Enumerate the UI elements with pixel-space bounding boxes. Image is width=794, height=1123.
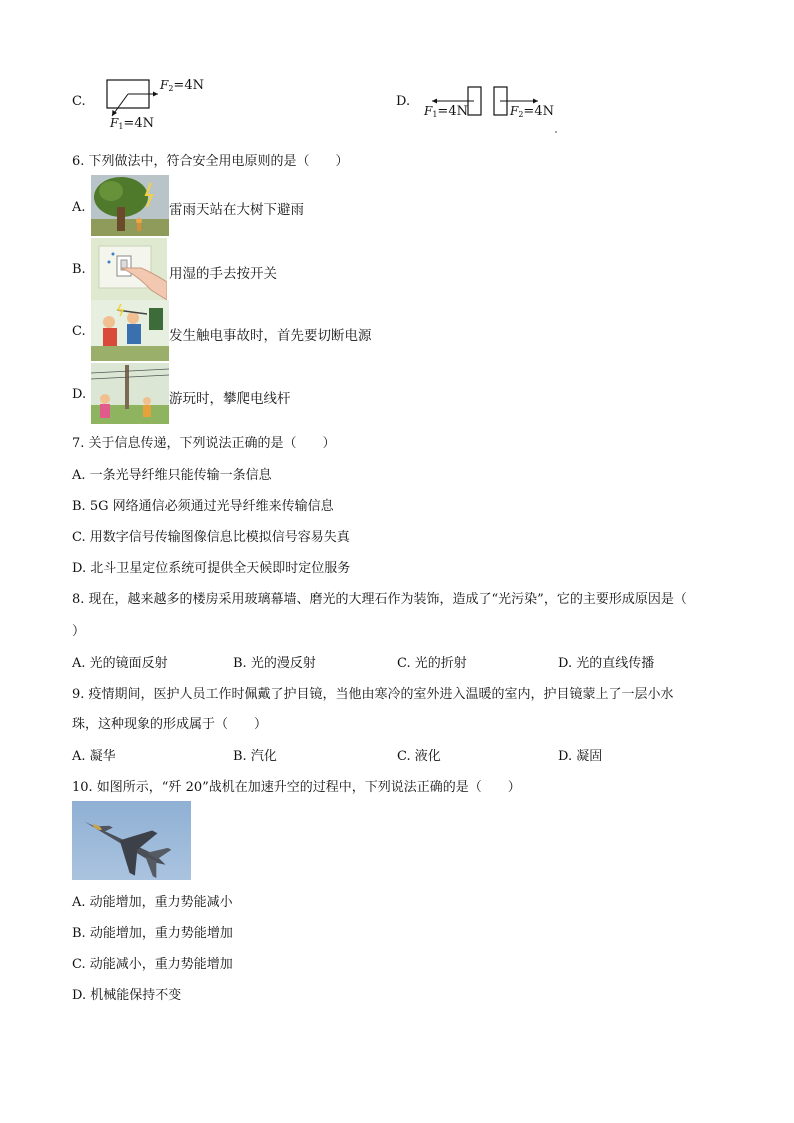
q10-option-b: B. 动能增加，重力势能增加	[72, 926, 233, 941]
q8-stem-line1: 8. 现在，越来越多的楼房采用玻璃幕墙、磨光的大理石作为装饰，造成了“光污染”，它的主要形成原因是（	[72, 592, 687, 607]
q8-option-a: A. 光的镜面反射	[72, 656, 168, 671]
q6-climbing-pole-image	[91, 363, 169, 424]
q9-option-a: A. 凝华	[72, 749, 116, 764]
q8-option-c: C. 光的折射	[397, 656, 467, 671]
q6-option-a-text: 雷雨天站在大树下避雨	[169, 202, 304, 218]
q6-stem: 6. 下列做法中，符合安全用电原则的是（ ）	[72, 154, 349, 169]
option-c-label: C.	[72, 94, 86, 109]
q6-option-b-label: B.	[72, 262, 86, 277]
diagram-c-f1-label: $F_1=4N$	[110, 116, 154, 131]
q9-option-c: C. 液化	[397, 749, 441, 764]
q9-stem-line2: 珠，这种现象的形成属于（ ）	[72, 717, 268, 732]
q10-j20-fighter-jet-image	[72, 801, 191, 880]
q6-option-d-label: D.	[72, 387, 87, 402]
q7-option-a: A. 一条光导纤维只能传输一条信息	[72, 468, 272, 483]
q6-wet-hand-switch-image	[91, 238, 167, 300]
q6-electric-shock-rescue-image	[91, 300, 169, 361]
q10-stem: 10. 如图所示，“歼 20”战机在加速升空的过程中，下列说法正确的是（ ）	[72, 780, 521, 795]
q7-option-b: B. 5G 网络通信必须通过光导纤维来传输信息	[72, 499, 334, 514]
q9-option-d: D. 凝固	[558, 749, 603, 764]
q8-option-d: D. 光的直线传播	[558, 656, 655, 671]
q10-option-d: D. 机械能保持不变	[72, 988, 182, 1003]
q8-stem-line2: ）	[72, 624, 86, 639]
q8-option-b: B. 光的漫反射	[233, 656, 316, 671]
q9-stem-line1: 9. 疫情期间，医护人员工作时佩戴了护目镜，当他由寒冷的室外进入温暖的室内，护目镜蒙上了一层小水	[72, 687, 674, 702]
q6-tree-storm-image	[91, 175, 169, 236]
q7-option-d: D. 北斗卫星定位系统可提供全天候即时定位服务	[72, 561, 351, 576]
diagram-d-f2-label: $F_2=4N$	[510, 104, 554, 119]
option-d-label: D.	[396, 94, 411, 109]
q6-option-a-label: A.	[72, 200, 86, 215]
diagram-d-f1-label: $F_1=4N$	[424, 104, 468, 119]
q6-option-c-label: C.	[72, 324, 86, 339]
q9-option-b: B. 汽化	[233, 749, 277, 764]
q6-option-b-text: 用湿的手去按开关	[169, 266, 277, 282]
q6-option-d-text: 游玩时，攀爬电线杆	[169, 391, 291, 407]
q10-option-a: A. 动能增加，重力势能减小	[72, 895, 233, 910]
q6-option-c-text: 发生触电事故时，首先要切断电源	[169, 328, 372, 344]
q10-option-c: C. 动能减小，重力势能增加	[72, 957, 233, 972]
q7-option-c: C. 用数字信号传输图像信息比模拟信号容易失真	[72, 530, 350, 545]
q7-stem: 7. 关于信息传递，下列说法正确的是（ ）	[72, 436, 336, 451]
diagram-c-f2-label: $F_2=4N$	[160, 78, 204, 93]
